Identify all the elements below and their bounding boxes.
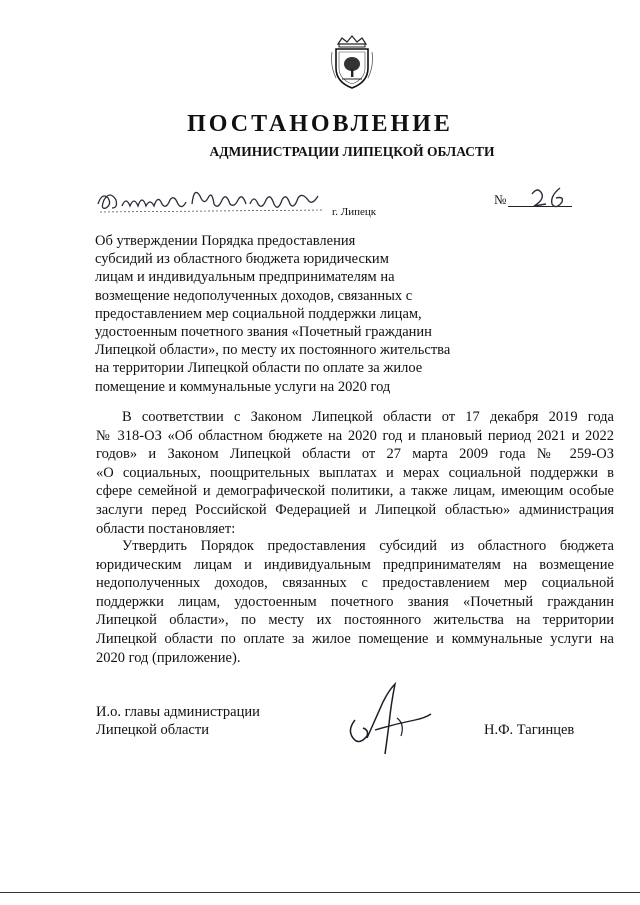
paragraph-line: № 318-ОЗ «Об областном бюджете на 2020 год и плановый период 2021 и 2022	[96, 427, 614, 444]
document-subtitle: АДМИНИСТРАЦИИ ЛИПЕЦКОЙ ОБЛАСТИ	[209, 144, 495, 159]
paragraph-line: Утвердить Порядок предоставления субсидий из областного бюджета	[122, 538, 614, 554]
heading-line: помещение и коммунальные услуги на 2020 год	[95, 378, 391, 395]
city-label: г. Липецк	[332, 206, 377, 218]
signatory-position	[96, 703, 260, 739]
heading-line: субсидий из областного бюджета юридическим	[95, 251, 389, 268]
paragraph-line: «О социальных, поощрительных выплатах и мерах социальной поддержки в	[96, 464, 614, 481]
handwritten-number	[528, 184, 574, 210]
heading-line: удостоенным почетного звания «Почетный гражданин	[95, 324, 432, 341]
paragraph-line: Липецкой области по оплате за жилое помещение и коммунальные услуги на	[96, 630, 614, 647]
heading-line: лицам и индивидуальным предпринимателям на	[95, 269, 395, 286]
heading-line: на территории Липецкой области по оплате за жилое	[95, 360, 423, 377]
number-label: №	[494, 192, 507, 207]
signatory-position-line: И.о. главы администрации	[96, 704, 260, 720]
paragraph-line: поддержки лицам, удостоенным почетного звания «Почетный гражданин	[96, 593, 614, 610]
paragraph-line: В соответствии с Законом Липецкой области от 17 декабря 2019 года	[122, 409, 614, 425]
paragraph-line: области постановляет:	[96, 520, 236, 537]
paragraph-line: заслуги перед Российской Федерацией и Липецкой областью» администрация	[96, 501, 614, 518]
paragraph-line: годов» и Законом Липецкой области от 27 марта 2009 года № 259-ОЗ	[96, 446, 614, 463]
coat-of-arms-icon	[330, 34, 374, 90]
preamble-paragraph	[96, 408, 614, 538]
signatory-position-line: Липецкой области	[96, 722, 209, 739]
heading-line: возмещение недополученных доходов, связанных с	[95, 287, 413, 304]
bottom-rule	[0, 892, 640, 893]
resolution-heading	[95, 232, 475, 396]
paragraph-line: сфере семейной и демографической политики, а также лицам, имеющим особые	[96, 483, 614, 500]
signatory-name: Н.Ф. Тагинцев	[484, 722, 575, 738]
handwritten-date	[96, 182, 328, 216]
heading-line: Об утверждении Порядка предоставления	[95, 233, 356, 249]
paragraph-line: Липецкой области», по месту их постоянного жительства на территории	[96, 612, 614, 629]
paragraph-line: 2020 год (приложение).	[96, 649, 241, 666]
handwritten-signature	[345, 680, 435, 758]
heading-line: Липецкой области», по месту их постоянного жительства	[95, 342, 451, 359]
heading-line: предоставлением мер социальной поддержки лицам,	[95, 305, 422, 322]
resolution-paragraph	[96, 537, 614, 667]
paragraph-line: недополученных доходов, связанных с предоставлением мер социальной	[96, 575, 614, 592]
document-title: ПОСТАНОВЛЕНИЕ	[187, 111, 453, 137]
paragraph-line: юридическим лицам и индивидуальным предпринимателям на возмещение	[96, 556, 614, 573]
